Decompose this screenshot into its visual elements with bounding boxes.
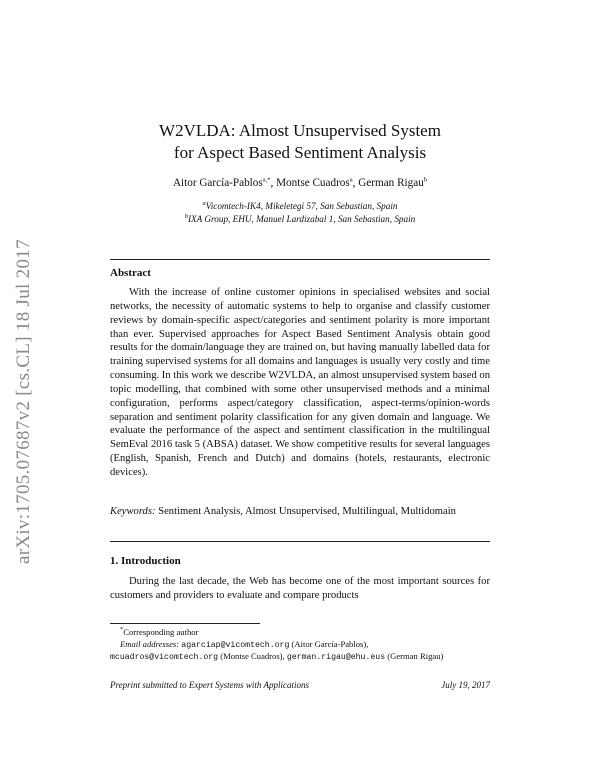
title-line-2: for Aspect Based Sentiment Analysis xyxy=(173,143,427,162)
author-mark: b xyxy=(423,176,428,184)
preprint-note: Preprint submitted to Expert Systems with Applications xyxy=(110,680,309,690)
keywords-label: Keywords: xyxy=(110,506,156,517)
email-addresses xyxy=(110,639,490,652)
email-link[interactable]: mcuadros@vicomtech.org xyxy=(110,653,219,662)
title-line-1: W2VLDA: Almost Unsupervised System xyxy=(159,121,441,140)
keywords xyxy=(110,505,490,519)
corresponding-author-text: Corresponding author xyxy=(123,627,199,637)
paper-title xyxy=(110,120,490,164)
affiliation xyxy=(110,200,490,213)
keywords-list: Sentiment Analysis, Almost Unsupervised, Multilingual, Multidomain xyxy=(158,506,456,517)
author-list: Aitor García-Pablos$^{a,*}$, Montse Cuadros$^a$, German Rigau$^b$ xyxy=(172,176,428,189)
affiliation-mark: a xyxy=(202,199,206,207)
author-mark: a xyxy=(349,176,353,184)
corresponding-author-note: *Corresponding author xyxy=(120,626,199,637)
footer-date: July 19, 2017 xyxy=(441,680,490,690)
email-link[interactable]: german.rigau@ehu.eus xyxy=(286,653,386,662)
abstract-bottom-rule xyxy=(110,541,490,542)
author-name: German Rigau xyxy=(358,177,424,189)
author-name: Aitor García-Pablos xyxy=(172,177,263,189)
abstract-text: With the increase of online customer opinions in specialised websites and social networks, the necessity of automatic systems to help to organise and classify customer reviews by domain-specific aspect/categories and sentiment polarity is more important than ever. Supervised approaches for Aspect Based Sentiment Analysis obtain good results for the domain/language they are trained on, but having manually labelled data for training supervised systems for all domains and languages is usually very costly and time consuming. In this work we describe W2VLDA, an almost unsupervised system based on topic modelling, that combined with some other unsupervised methods and a minimal configuration, performs aspect/category classification, aspect-terms/opinion-words separation and sentiment polarity classification for any given domain and language. We evaluate the performance of the aspect and sentiment classification in the multilingual SemEval 2016 task 5 (ABSA) dataset. We show competitive results for several languages (English, Spanish, French and Dutch) and domains (hotels, restaurants, electronic devices). xyxy=(110,287,490,478)
email-label: Email addresses: xyxy=(120,638,180,649)
footnote-rule xyxy=(110,623,260,624)
author-name: Montse Cuadros xyxy=(276,177,350,189)
affiliation-text: Vicomtech-IK4, Mikeletegi 57, San Sebastian, Spain xyxy=(205,201,398,211)
arxiv-identifier: arXiv:1705.07687v2 [cs.CL] 18 Jul 2017 xyxy=(13,239,34,565)
affiliation-mark: b xyxy=(184,212,188,220)
page-footer xyxy=(110,680,490,690)
intro-text: During the last decade, the Web has become one of the most important sources for customers and providers to evaluate and compare products xyxy=(110,576,490,601)
author-mark: a,* xyxy=(262,176,271,184)
affiliation xyxy=(110,213,490,226)
email-link[interactable]: agarciap@vicomtech.org xyxy=(181,640,290,650)
abstract-top-rule xyxy=(110,259,490,260)
affiliation-text: IXA Group, EHU, Manuel Lardizabal 1, San Sebastian, Spain xyxy=(187,213,416,224)
section-heading: 1. Introduction xyxy=(110,555,181,567)
email-addresses-cont xyxy=(110,651,490,664)
email-owner: (Montse Cuadros), xyxy=(220,651,285,661)
affiliations xyxy=(110,200,490,225)
abstract-heading: Abstract xyxy=(110,267,151,279)
email-owner: (Aitor García-Pablos), xyxy=(291,638,369,649)
footnotes xyxy=(110,627,490,664)
email-owner: (German Rigau) xyxy=(387,651,444,661)
